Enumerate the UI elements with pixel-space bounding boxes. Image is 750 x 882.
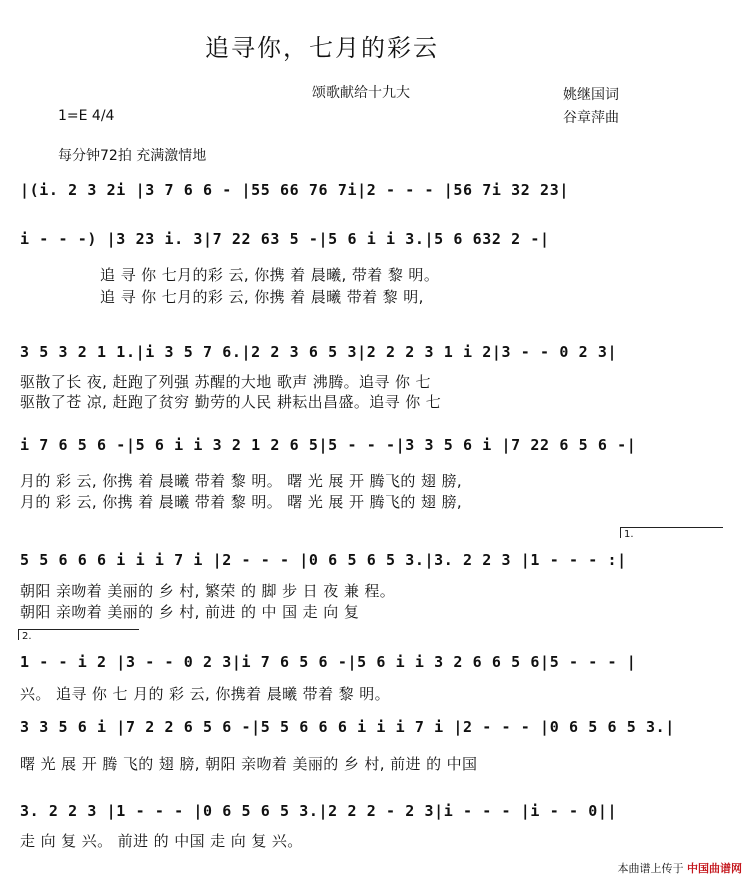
lyric-line-3b: 驱散了苍 凉, 赶跑了贫穷 勤劳的人民 耕耘出昌盛。追寻 你 七 <box>20 393 442 411</box>
lyric-line-7a: 曙 光 展 开 腾 飞的 翅 膀, 朝阳 亲吻着 美丽的 乡 村, 前进 的 中国 <box>20 755 478 773</box>
notation-line-4: i 7 6 5 6 -|5 6 i i 3 2 1 2 6 5|5 - - -|3 3 5 6 i |7 22 6 5 6 -| <box>20 436 637 454</box>
notation-line-3: 3 5 3 2 1 1.|i 3 5 7 6.|2 2 3 6 5 3|2 2 2 3 1 i 2|3 - - 0 2 3| <box>20 343 618 361</box>
footer-prefix: 本曲谱上传于 <box>617 862 684 875</box>
footer-credit <box>618 860 743 876</box>
song-title: 追寻你，七月的彩云 <box>205 34 439 62</box>
second-ending-label: 2. <box>22 631 32 642</box>
lyric-line-4b: 月的 彩 云, 你携 着 晨曦 带着 黎 明。 曙 光 展 开 腾飞的 翅 膀, <box>20 493 463 511</box>
lyric-line-2b: 追 寻 你 七月的彩 云, 你携 着 晨曦 带着 黎 明, <box>100 288 424 306</box>
notation-line-7: 3 3 5 6 i |7 2 2 6 5 6 -|5 5 6 6 6 i i i 7 i |2 - - - |0 6 5 6 5 3.| <box>20 718 675 736</box>
lyricist-credit: 姚继国词 <box>563 87 619 103</box>
key-signature: 1=E 4/4 <box>58 108 115 124</box>
lyric-line-5b: 朝阳 亲吻着 美丽的 乡 村, 前进 的 中 国 走 向 复 <box>20 603 360 621</box>
notation-line-1: |(i. 2 3 2i |3 7 6 6 - |55 66 76 7i|2 - - - |56 7i 32 23| <box>20 181 569 199</box>
notation-line-5: 5 5 6 6 6 i i i 7 i |2 - - - |0 6 5 6 5 3.|3. 2 2 3 |1 - - - :| <box>20 551 627 569</box>
song-subtitle: 颂歌献给十九大 <box>312 85 410 101</box>
first-ending-label: 1. <box>624 529 634 540</box>
notation-line-6: 1 - - i 2 |3 - - 0 2 3|i 7 6 5 6 -|5 6 i i 3 2 6 6 5 6|5 - - - | <box>20 653 637 671</box>
second-ending-bracket <box>18 629 139 640</box>
lyric-line-8a: 走 向 复 兴。 前进 的 中国 走 向 复 兴。 <box>20 832 303 850</box>
site-logo[interactable]: 中国曲谱网 <box>687 862 742 875</box>
lyric-line-2a: 追 寻 你 七月的彩 云, 你携 着 晨曦, 带着 黎 明。 <box>100 266 440 284</box>
tempo-marking: 每分钟72拍 充满激情地 <box>58 148 207 164</box>
notation-line-2: i - - -) |3 23 i. 3|7 22 63 5 -|5 6 i i 3.|5 6 632 2 -| <box>20 230 550 248</box>
composer-credit: 谷章萍曲 <box>563 110 619 126</box>
lyric-line-5a: 朝阳 亲吻着 美丽的 乡 村, 繁荣 的 脚 步 日 夜 兼 程。 <box>20 582 396 600</box>
lyric-line-4a: 月的 彩 云, 你携 着 晨曦 带着 黎 明。 曙 光 展 开 腾飞的 翅 膀, <box>20 472 463 490</box>
notation-line-8: 3. 2 2 3 |1 - - - |0 6 5 6 5 3.|2 2 2 - 2 3|i - - - |i - - 0|| <box>20 802 618 820</box>
lyric-line-3a: 驱散了长 夜, 赶跑了列强 苏醒的大地 歌声 沸腾。追寻 你 七 <box>20 373 431 391</box>
lyric-line-6a: 兴。 追寻 你 七 月的 彩 云, 你携着 晨曦 带着 黎 明。 <box>20 685 391 703</box>
first-ending-bracket <box>620 527 723 538</box>
